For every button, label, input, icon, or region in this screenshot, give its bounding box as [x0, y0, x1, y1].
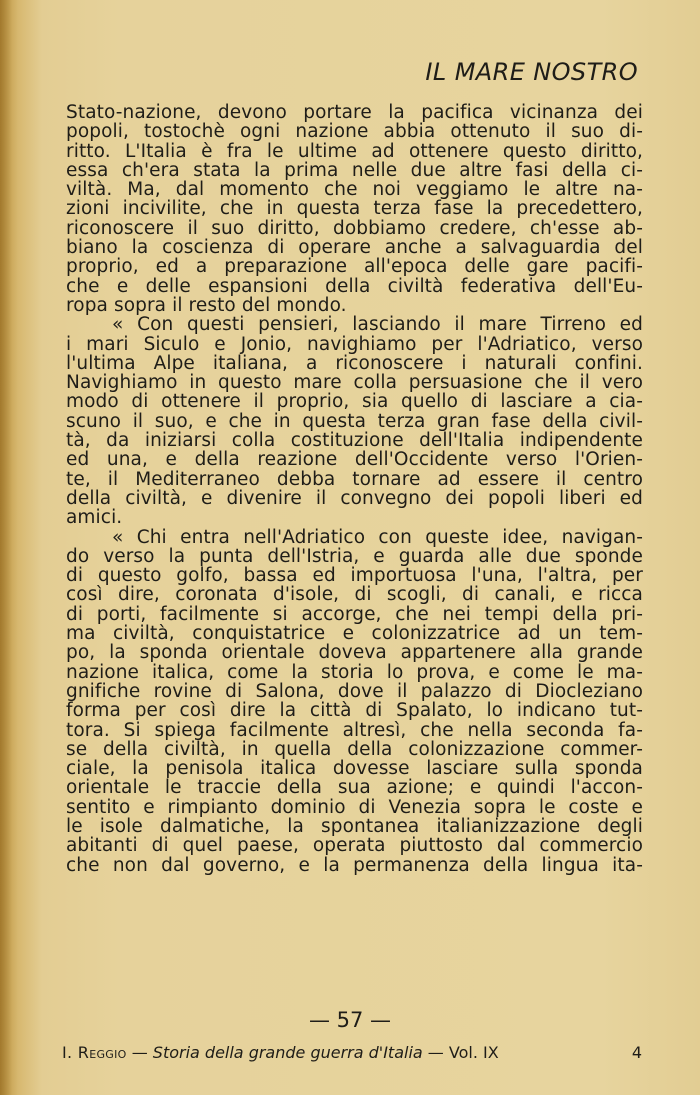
text-line: amici. — [66, 507, 123, 529]
text-line: tà, da iniziarsi colla costituzione dell'Italia indipendente — [66, 430, 643, 452]
text-line: do verso la punta dell'Istria, e guarda alle due sponde — [66, 545, 643, 567]
text-line: ritto. L'Italia è fra le ultime ad ottenere questo diritto, — [66, 140, 643, 162]
text-line: che e delle espansioni della civiltà federativa dell'Eu- — [66, 275, 643, 297]
footer-author: I. Reggio — [62, 1043, 127, 1062]
text-line: ciale, la penisola italica dovesse lasciare sulla sponda — [66, 758, 643, 780]
text-line: di questo golfo, bassa ed importuosa l'una, l'altra, per — [66, 565, 643, 587]
text-line: della civiltà, e divenire il convegno dei popoli liberi ed — [66, 487, 643, 509]
text-line: tora. Si spiega facilmente altresì, che nella seconda fa- — [66, 719, 643, 741]
footer-volume: Vol. IX — [448, 1043, 499, 1062]
text-line: orientale le traccie della sua azione; e quindi l'accon- — [66, 777, 643, 799]
text-line: ma civiltà, conquistatrice e colonizzatrice ad un tem- — [66, 623, 643, 645]
page-number: — 57 — — [308, 1008, 392, 1032]
running-header: IL MARE NOSTRO — [425, 58, 638, 86]
text-line: po, la sponda orientale doveva appartenere alla grande — [66, 642, 643, 664]
text-line: così dire, coronata d'isole, di scogli, di canali, e ricca — [66, 584, 643, 606]
text-line: che non dal governo, e la permanenza della lingua ita- — [66, 854, 643, 876]
signature-mark: 4 — [631, 1043, 642, 1062]
text-line: biano la coscienza di operare anche a salvaguardia del — [66, 237, 643, 259]
footer-citation — [62, 1043, 499, 1062]
text-line: di porti, facilmente si accorge, che nei tempi della pri- — [66, 603, 643, 625]
footer-book-title: Storia della grande guerra d'Italia — [152, 1043, 423, 1062]
footer-separator: — — [126, 1043, 153, 1062]
text-line: l'ultima Alpe italiana, a riconoscere i naturali confini. — [66, 352, 643, 374]
text-line: le isole dalmatiche, la spontanea italianizzazione degli — [66, 815, 643, 837]
text-line: i mari Siculo e Jonio, navighiamo per l'Adriatico, verso — [66, 333, 643, 355]
text-line: te, il Mediterraneo debba tornare ad essere il centro — [66, 468, 643, 490]
text-line: se della civiltà, in quella della colonizzazione commer- — [66, 738, 643, 760]
page-footer — [62, 1043, 642, 1062]
text-line: « Chi entra nell'Adriatico con queste idee, navigan- — [112, 526, 643, 548]
text-line: sentito e rimpianto dominio di Venezia sopra le coste e — [66, 796, 643, 818]
text-line: scuno il suo, e che in questa terza gran fase della civil- — [66, 410, 643, 432]
text-line: ed una, e della reazione dell'Occidente verso l'Orien- — [66, 449, 643, 471]
footer-separator: — — [422, 1043, 449, 1062]
text-line: Navighiamo in questo mare colla persuasione che il vero — [66, 372, 643, 394]
text-line: gnifiche rovine di Salona, dove il palazzo di Diocleziano — [66, 680, 643, 702]
body-text — [66, 103, 643, 875]
text-line: popoli, tostochè ogni nazione abbia ottenuto il suo di- — [66, 121, 643, 143]
text-line: « Con questi pensieri, lasciando il mare Tirreno ed — [112, 314, 643, 336]
text-line: zioni incivilite, che in questa terza fase la precedettero, — [66, 198, 643, 220]
text-line: essa ch'era stata la prima nelle due altre fasi della ci- — [66, 159, 643, 181]
text-line: viltà. Ma, dal momento che noi veggiamo le altre na- — [66, 179, 643, 201]
text-line: riconoscere il suo diritto, dobbiamo credere, ch'esse ab- — [66, 217, 643, 239]
text-line: forma per così dire la città di Spalato, lo indicano tut- — [66, 700, 643, 722]
text-line: Stato-nazione, devono portare la pacifica vicinanza dei — [66, 102, 643, 123]
text-line: nazione italica, come la storia lo prova, e come le ma- — [66, 661, 643, 683]
text-line: modo di ottenere il proprio, sia quello di lasciare a cia- — [66, 391, 643, 413]
text-line: proprio, ed a preparazione all'epoca delle gare pacifi- — [66, 256, 643, 278]
text-line: ropa sopra il resto del mondo. — [66, 294, 347, 316]
text-line: abitanti di quel paese, operata piuttosto dal commercio — [66, 835, 643, 857]
